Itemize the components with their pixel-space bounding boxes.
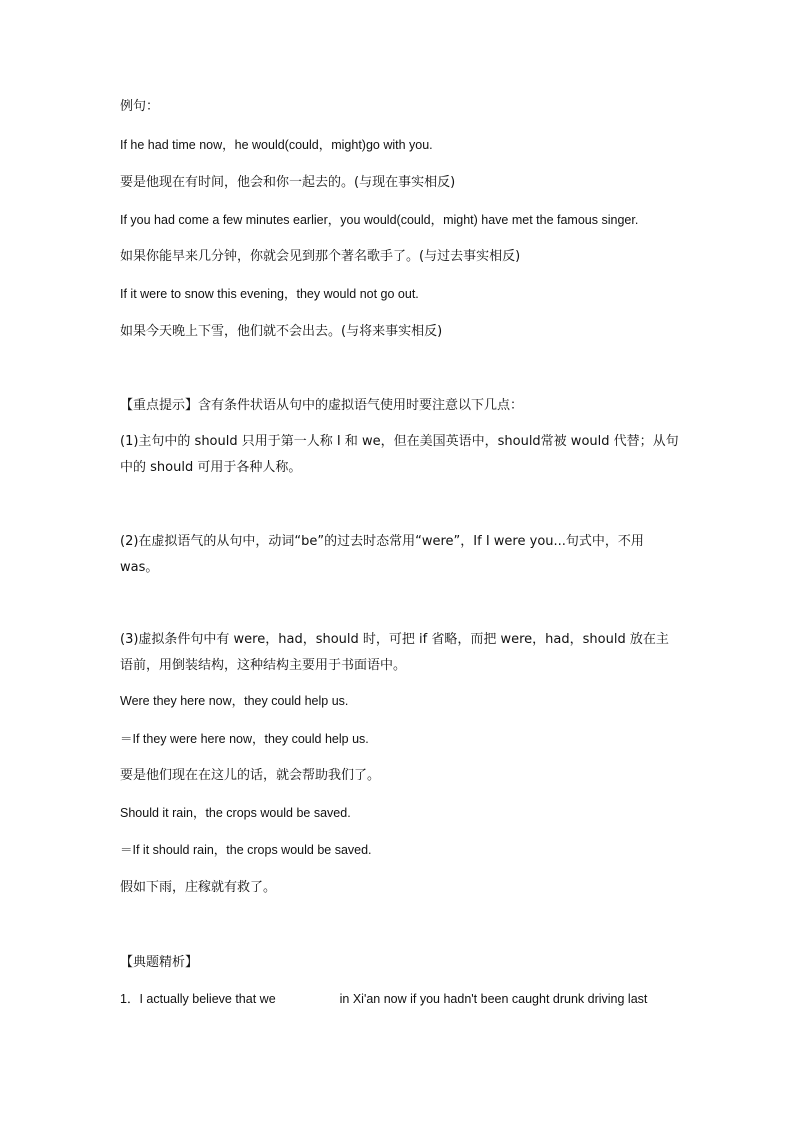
example-3-english: If it were to snow this evening，they would not go out. <box>120 287 419 301</box>
tip-1-paragraph: (1)主句中的 should 只用于第一人称 I 和 we，但在美国英语中，should常被 would 代替；从句中的 should 可用于各种人称。 <box>120 434 679 475</box>
inversion-1-chinese: 要是他们现在在这儿的话，就会帮助我们了。 <box>120 768 381 783</box>
example-2-chinese: 如果你能早来几分钟，你就会见到那个著名歌手了。(与过去事实相反) <box>120 249 521 264</box>
inversion-2-english: Should it rain，the crops would be saved. <box>120 806 351 820</box>
inversion-1-equivalent: ＝If they were here now，they could help us. <box>120 732 369 746</box>
inversion-2-equivalent: ＝If it should rain，the crops would be saved. <box>120 843 372 857</box>
example-1-english: If he had time now，he would(could，might)go with you. <box>120 138 433 152</box>
inversion-2-chinese: 假如下雨，庄稼就有救了。 <box>120 880 277 895</box>
question-1-part-1: 1．I actually believe that we <box>120 992 276 1006</box>
inversion-1-english: Were they here now，they could help us. <box>120 694 349 708</box>
tip-2-paragraph: (2)在虚拟语气的从句中，动词“be”的过去时态常用“were”，If I were you...句式中，不用was。 <box>120 534 644 575</box>
example-analysis-heading: 【典题精析】 <box>120 955 199 970</box>
example-1-chinese: 要是他现在有时间，他会和你一起去的。(与现在事实相反) <box>120 175 456 190</box>
question-1 <box>120 992 680 1007</box>
question-1-part-2: in Xi'an now if you hadn't been caught drunk driving last <box>339 992 648 1006</box>
example-2-english: If you had come a few minutes earlier，you would(could，might) have met the famous singer. <box>120 213 639 227</box>
tip-3-paragraph: (3)虚拟条件句中有 were，had，should 时，可把 if 省略，而把 were，had，should 放在主语前，用倒装结构，这种结构主要用于书面语中。 <box>120 632 669 673</box>
example-3-chinese: 如果今天晚上下雪，他们就不会出去。(与将来事实相反) <box>120 324 443 339</box>
key-tips-heading: 【重点提示】含有条件状语从句中的虚拟语气使用时要注意以下几点： <box>120 398 524 413</box>
examples-label: 例句： <box>120 99 160 114</box>
